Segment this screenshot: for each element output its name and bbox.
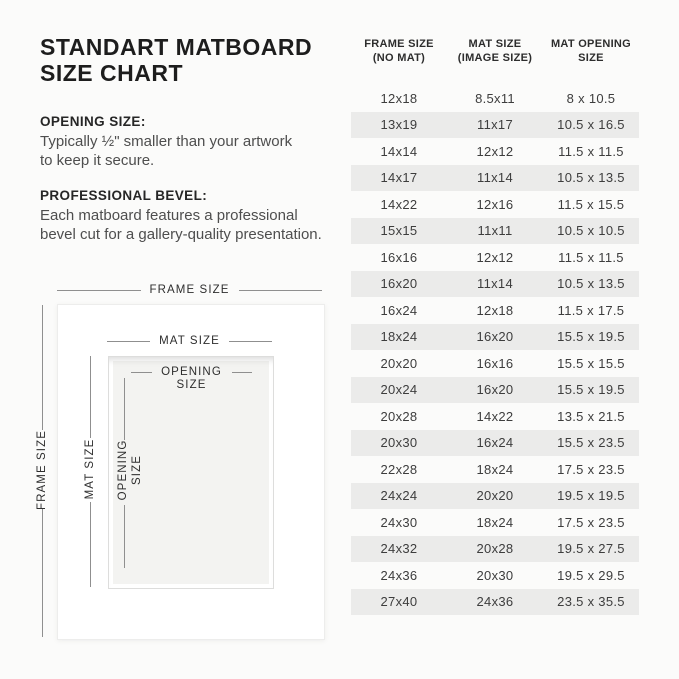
mat-opening-cell: 15.5 x 19.5 <box>557 329 625 345</box>
mat-opening-cell: 15.5 x 15.5 <box>557 355 625 371</box>
mat-size-cell: 12x12 <box>476 249 514 265</box>
mat-size-cell: 14x22 <box>476 408 514 424</box>
mat-opening-cell: 17.5 x 23.5 <box>557 514 625 530</box>
mat-size-cell: 20x30 <box>476 567 514 583</box>
table-row <box>351 218 639 245</box>
professional-bevel-heading: PROFESSIONAL BEVEL: <box>40 188 208 203</box>
header-frame-line1: FRAME SIZE <box>364 38 434 50</box>
frame-size-cell: 24x30 <box>380 514 418 530</box>
mat-size-cell: 11x14 <box>477 276 513 292</box>
guide-line <box>124 378 125 440</box>
mat-size-cell: 20x28 <box>476 541 514 557</box>
guide-line <box>42 305 43 430</box>
mat-size-cell: 11x17 <box>477 117 513 133</box>
header-frame-line2: (NO MAT) <box>372 51 426 64</box>
table-row <box>351 403 639 430</box>
header-opening-line1: MAT OPENING <box>550 38 632 50</box>
mat-size-cell: 12x18 <box>476 302 514 318</box>
header-cell-mat-opening <box>543 38 639 65</box>
header-cell-mat-size <box>447 38 543 65</box>
frame-size-cell: 18x24 <box>380 329 418 345</box>
table-row <box>351 165 639 192</box>
table-row <box>351 271 639 298</box>
mat-size-label-text: MAT SIZE <box>159 335 220 347</box>
table-row <box>351 589 639 616</box>
guide-line <box>57 290 141 291</box>
mat-size-cell: 16x24 <box>476 435 514 451</box>
opening-size-side-label: OPENING SIZE <box>117 439 143 501</box>
table-row <box>351 562 639 589</box>
frame-size-cell: 12x18 <box>380 90 418 106</box>
frame-size-cell: 14x14 <box>380 143 418 159</box>
guide-line <box>232 372 253 373</box>
page-title-line2: SIZE CHART <box>40 60 183 86</box>
opening-size-description-line1: Typically ½" smaller than your artwork <box>40 133 293 150</box>
table-row <box>351 85 639 112</box>
mat-opening-cell: 11.5 x 15.5 <box>557 196 625 212</box>
table-row <box>351 138 639 165</box>
frame-size-cell: 14x22 <box>380 196 418 212</box>
table-row <box>351 509 639 536</box>
mat-size-cell: 20x20 <box>476 488 514 504</box>
opening-size-heading: OPENING SIZE: <box>40 114 146 129</box>
guide-line <box>124 505 125 568</box>
table-body <box>351 85 639 615</box>
table-header <box>351 38 639 65</box>
page-title <box>40 34 312 86</box>
frame-size-cell: 24x24 <box>380 488 418 504</box>
mat-size-cell: 12x12 <box>476 143 514 159</box>
table-row <box>351 112 639 139</box>
table-row <box>351 350 639 377</box>
mat-opening-cell: 15.5 x 23.5 <box>557 435 625 451</box>
mat-size-side-label: MAT SIZE <box>84 438 96 500</box>
guide-line <box>42 509 43 637</box>
table-row <box>351 430 639 457</box>
frame-size-cell: 14x17 <box>380 170 418 186</box>
frame-size-side-label: FRAME SIZE <box>36 430 48 511</box>
mat-opening-cell: 11.5 x 11.5 <box>558 143 624 159</box>
frame-size-top-label <box>57 284 322 296</box>
table-row <box>351 191 639 218</box>
frame-size-cell: 20x20 <box>380 355 418 371</box>
frame-size-cell: 16x24 <box>380 302 418 318</box>
mat-size-cell: 8.5x11 <box>475 90 515 106</box>
mat-opening-cell: 8 x 10.5 <box>566 90 616 106</box>
mat-opening-cell: 11.5 x 11.5 <box>558 249 624 265</box>
mat-size-cell: 16x20 <box>476 329 514 345</box>
opening-size-top-label <box>131 366 252 392</box>
mat-opening-cell: 19.5 x 19.5 <box>557 488 625 504</box>
mat-opening-cell: 19.5 x 29.5 <box>557 567 625 583</box>
mat-opening-cell: 23.5 x 35.5 <box>557 594 625 610</box>
frame-size-cell: 27x40 <box>380 594 418 610</box>
header-opening-line2: SIZE <box>578 51 604 64</box>
frame-size-cell: 22x28 <box>380 461 418 477</box>
page-title-line1: STANDART MATBOARD <box>40 34 313 60</box>
opening-size-label-text: OPENING SIZE <box>161 366 222 391</box>
guide-line <box>131 372 152 373</box>
guide-line <box>107 341 150 342</box>
table-row <box>351 483 639 510</box>
mat-opening-cell: 11.5 x 17.5 <box>557 302 625 318</box>
frame-size-label-text: FRAME SIZE <box>149 284 230 296</box>
frame-size-cell: 24x32 <box>380 541 418 557</box>
header-cell-frame-size <box>351 38 447 65</box>
mat-opening-cell: 10.5 x 13.5 <box>557 170 625 186</box>
guide-line <box>229 341 272 342</box>
mat-size-cell: 18x24 <box>476 514 514 530</box>
size-table <box>351 38 639 615</box>
opening-size-description-line2: to keep it secure. <box>40 151 155 169</box>
mat-opening-cell: 17.5 x 23.5 <box>557 461 625 477</box>
table-row <box>351 377 639 404</box>
mat-size-cell: 11x11 <box>477 223 513 239</box>
table-row <box>351 536 639 563</box>
mat-size-cell: 24x36 <box>476 594 514 610</box>
mat-opening-cell: 13.5 x 21.5 <box>557 408 625 424</box>
frame-size-cell: 15x15 <box>380 223 418 239</box>
mat-opening-cell: 10.5 x 10.5 <box>557 223 625 239</box>
frame-size-cell: 16x20 <box>380 276 418 292</box>
mat-size-cell: 18x24 <box>476 461 514 477</box>
header-mat-line1: MAT SIZE <box>468 38 522 50</box>
frame-diagram <box>30 278 330 673</box>
professional-bevel-section <box>40 188 350 244</box>
frame-size-cell: 20x30 <box>380 435 418 451</box>
mat-size-top-label <box>107 335 272 347</box>
frame-size-cell: 20x28 <box>380 408 418 424</box>
table-row <box>351 324 639 351</box>
table-row <box>351 297 639 324</box>
mat-opening-cell: 10.5 x 13.5 <box>557 276 625 292</box>
frame-size-cell: 20x24 <box>380 382 418 398</box>
mat-size-cell: 16x16 <box>476 355 514 371</box>
mat-size-cell: 11x14 <box>477 170 513 186</box>
frame-size-cell: 24x36 <box>380 567 418 583</box>
mat-size-cell: 16x20 <box>476 382 514 398</box>
mat-opening-cell: 19.5 x 27.5 <box>557 541 625 557</box>
table-row <box>351 244 639 271</box>
guide-line <box>239 290 323 291</box>
professional-bevel-description-line1: Each matboard features a professional <box>40 207 298 224</box>
header-mat-line2: (IMAGE SIZE) <box>457 51 533 64</box>
professional-bevel-description-line2: bevel cut for a gallery-quality presentation. <box>40 225 322 243</box>
opening-size-section <box>40 114 350 170</box>
mat-opening-cell: 10.5 x 16.5 <box>557 117 625 133</box>
table-row <box>351 456 639 483</box>
guide-line <box>90 502 91 587</box>
frame-size-cell: 16x16 <box>380 249 418 265</box>
frame-size-cell: 13x19 <box>380 117 418 133</box>
mat-size-cell: 12x16 <box>476 196 514 212</box>
mat-opening-cell: 15.5 x 19.5 <box>557 382 625 398</box>
